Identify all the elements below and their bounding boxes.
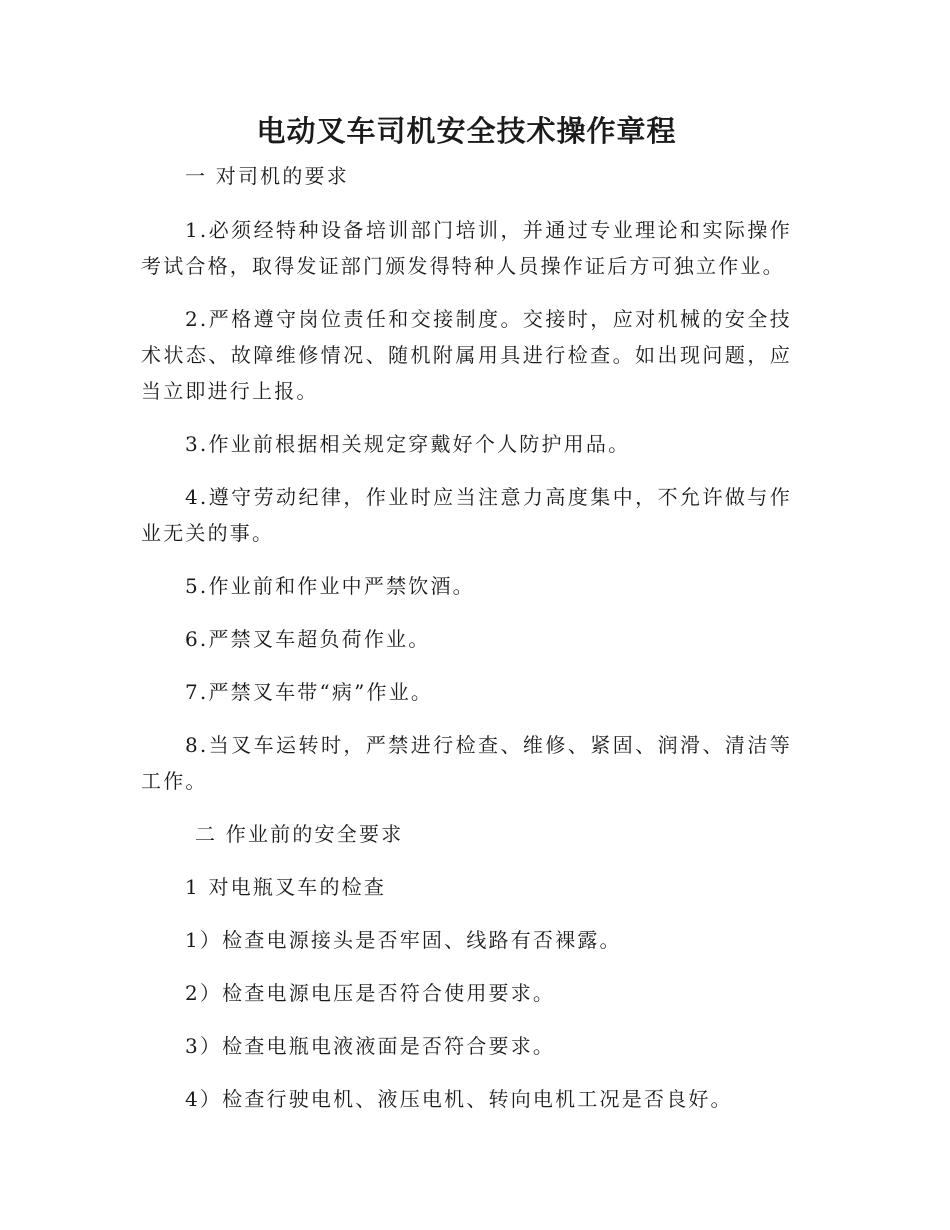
paragraph-item-7: 7.严禁叉车带“病”作业。 [185, 680, 434, 704]
paragraph-item-4: 4.遵守劳动纪律，作业时应当注意力高度集中，不允许做与作业无关的事。 [141, 485, 792, 545]
check-item-4: 4）检查行驶电机、液压电机、转向电机工况是否良好。 [185, 1087, 733, 1111]
document-title: 电动叉车司机安全技术操作章程 [256, 114, 677, 148]
section-heading-driver-requirements: 一 对司机的要求 [185, 164, 349, 188]
section-heading-pre-work-safety: 二 作业前的安全要求 [195, 822, 404, 846]
paragraph-item-8: 8.当叉车运转时，严禁进行检查、维修、紧固、润滑、清洁等工作。 [141, 733, 792, 793]
check-item-3: 3）检查电瓶电液液面是否符合要求。 [185, 1034, 556, 1058]
check-item-2: 2）检查电源电压是否符合使用要求。 [185, 981, 556, 1005]
check-item-1: 1）检查电源接头是否牢固、线路有否裸露。 [185, 928, 622, 952]
paragraph-item-5: 5.作业前和作业中严禁饮酒。 [185, 574, 475, 598]
subsection-heading-battery-check: 1 对电瓶叉车的检查 [185, 875, 387, 899]
paragraph-item-1: 1.必须经特种设备培训部门培训，并通过专业理论和实际操作考试合格，取得发证部门颁发得特种人员操作证后方可独立作业。 [141, 218, 792, 278]
paragraph-item-3: 3.作业前根据相关规定穿戴好个人防护用品。 [185, 432, 631, 456]
paragraph-item-2: 2.严格遵守岗位责任和交接制度。交接时，应对机械的安全技术状态、故障维修情况、随机附属用具进行检查。如出现问题，应当立即进行上报。 [141, 307, 792, 403]
paragraph-item-6: 6.严禁叉车超负荷作业。 [185, 627, 431, 651]
